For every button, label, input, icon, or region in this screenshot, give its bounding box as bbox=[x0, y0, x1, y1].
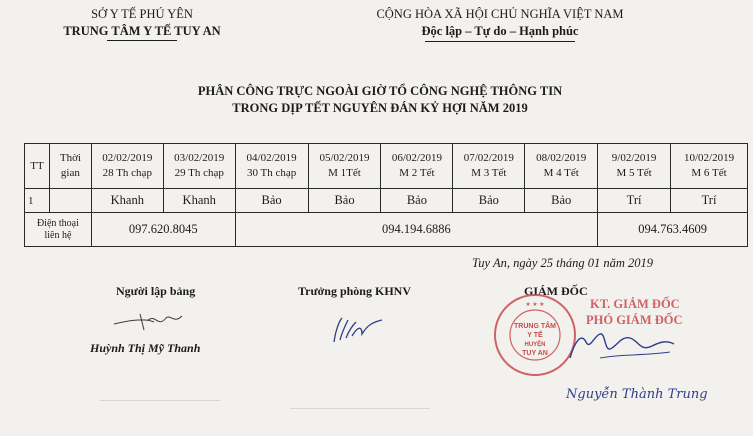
svg-text:★ ★ ★: ★ ★ ★ bbox=[525, 302, 545, 308]
stamp-line-1: TRUNG TÂM bbox=[514, 323, 556, 330]
day-lunar: M 3 Tết bbox=[471, 167, 507, 179]
day-lunar: M 6 Tết bbox=[691, 167, 727, 179]
document-title bbox=[110, 83, 650, 117]
director-deputy-line1: KT. GIÁM ĐỐC bbox=[590, 297, 680, 311]
day-lunar: 30 Th chạp bbox=[246, 167, 297, 179]
day-date: 9/02/2019 bbox=[611, 152, 657, 164]
phone-label bbox=[25, 213, 92, 247]
row-index: 1 bbox=[25, 189, 50, 213]
director-deputy-line2: PHÓ GIÁM ĐỐC bbox=[586, 313, 683, 327]
phone-number: 097.620.8045 bbox=[91, 213, 235, 247]
dept-head-title: Trưởng phòng KHNV bbox=[298, 284, 411, 298]
title-line-1: PHÂN CÔNG TRỰC NGOÀI GIỜ TỔ CÔNG NGHỆ THÔNG TIN bbox=[197, 84, 563, 98]
duty-person: Bảo bbox=[235, 189, 308, 213]
bleed-through-line bbox=[290, 408, 430, 409]
preparer-signature bbox=[110, 308, 190, 334]
day-date: 05/02/2019 bbox=[319, 152, 370, 164]
stamp-line-2: Y TẾ bbox=[527, 332, 543, 339]
national-header bbox=[352, 6, 648, 42]
director-title: GIÁM ĐỐC bbox=[524, 284, 588, 298]
day-lunar: M 1Tết bbox=[328, 167, 361, 179]
place-date: Tuy An, ngày 25 tháng 01 năm 2019 bbox=[472, 256, 654, 270]
day-lunar: M 4 Tết bbox=[543, 167, 579, 179]
phone-number: 094.763.4609 bbox=[598, 213, 748, 247]
bleed-through-line bbox=[100, 400, 220, 401]
duty-person: Bảo bbox=[308, 189, 381, 213]
table-header-row bbox=[25, 144, 748, 189]
motto-underline bbox=[425, 41, 575, 42]
day-lunar: M 2 Tết bbox=[399, 167, 435, 179]
header-time-line1: Thời bbox=[59, 152, 81, 164]
table-row bbox=[25, 189, 748, 213]
dept-head-signature bbox=[328, 314, 388, 348]
duty-person: Trí bbox=[671, 189, 748, 213]
day-lunar: 28 Th chạp bbox=[102, 167, 152, 179]
day-date: 10/02/2019 bbox=[683, 152, 735, 164]
phone-number: 094.194.6886 bbox=[235, 213, 597, 247]
day-date: 02/02/2019 bbox=[102, 152, 153, 164]
preparer-title: Người lập bảng bbox=[116, 284, 196, 298]
header-day bbox=[671, 144, 748, 189]
header-day bbox=[163, 144, 235, 189]
duty-person: Khanh bbox=[163, 189, 235, 213]
header-day bbox=[381, 144, 453, 189]
phone-label-line2: liên hệ bbox=[44, 229, 72, 241]
day-date: 08/02/2019 bbox=[536, 152, 587, 164]
day-date: 04/02/2019 bbox=[246, 152, 297, 164]
header-day bbox=[598, 144, 671, 189]
day-date: 03/02/2019 bbox=[174, 152, 225, 164]
preparer-name: Huỳnh Thị Mỹ Thanh bbox=[90, 341, 201, 355]
country-name: CỘNG HÒA XÃ HỘI CHỦ NGHĨA VIỆT NAM bbox=[376, 7, 624, 21]
stamp-line-3: HUYỆN bbox=[524, 342, 546, 348]
duty-person: Bảo bbox=[381, 189, 453, 213]
phone-row bbox=[25, 213, 748, 247]
agency-header bbox=[32, 6, 252, 41]
director-name: Nguyễn Thành Trung bbox=[566, 387, 708, 402]
empty-cell bbox=[49, 189, 91, 213]
header-day bbox=[453, 144, 525, 189]
duty-schedule-table bbox=[24, 143, 748, 247]
header-day bbox=[91, 144, 163, 189]
department-name: SỞ Y TẾ PHÚ YÊN bbox=[91, 7, 193, 21]
center-name bbox=[32, 23, 252, 40]
duty-person: Bảo bbox=[453, 189, 525, 213]
header-day bbox=[308, 144, 381, 189]
day-lunar: M 5 Tết bbox=[616, 167, 652, 179]
day-lunar: 29 Th chạp bbox=[174, 167, 224, 179]
day-date: 06/02/2019 bbox=[391, 152, 442, 164]
phone-label-line1: Điện thoại bbox=[36, 217, 79, 229]
header-day bbox=[235, 144, 308, 189]
center-name-text: TRUNG TÂM Y TẾ TUY AN bbox=[63, 24, 221, 38]
duty-person: Bảo bbox=[525, 189, 598, 213]
director-signature bbox=[560, 328, 680, 368]
duty-person: Trí bbox=[598, 189, 671, 213]
header-time bbox=[49, 144, 91, 189]
title-line-2: TRONG DỊP TẾT NGUYÊN ĐÁN KỶ HỢI NĂM 2019 bbox=[232, 101, 528, 115]
motto: Độc lập – Tự do – Hạnh phúc bbox=[421, 24, 579, 38]
day-date: 07/02/2019 bbox=[463, 152, 514, 164]
header-underline bbox=[107, 40, 177, 41]
header-tt: TT bbox=[25, 144, 50, 189]
stamp-line-4: TUY AN bbox=[522, 350, 548, 357]
header-day bbox=[525, 144, 598, 189]
duty-person: Khanh bbox=[91, 189, 163, 213]
header-time-line2: gian bbox=[60, 167, 80, 179]
